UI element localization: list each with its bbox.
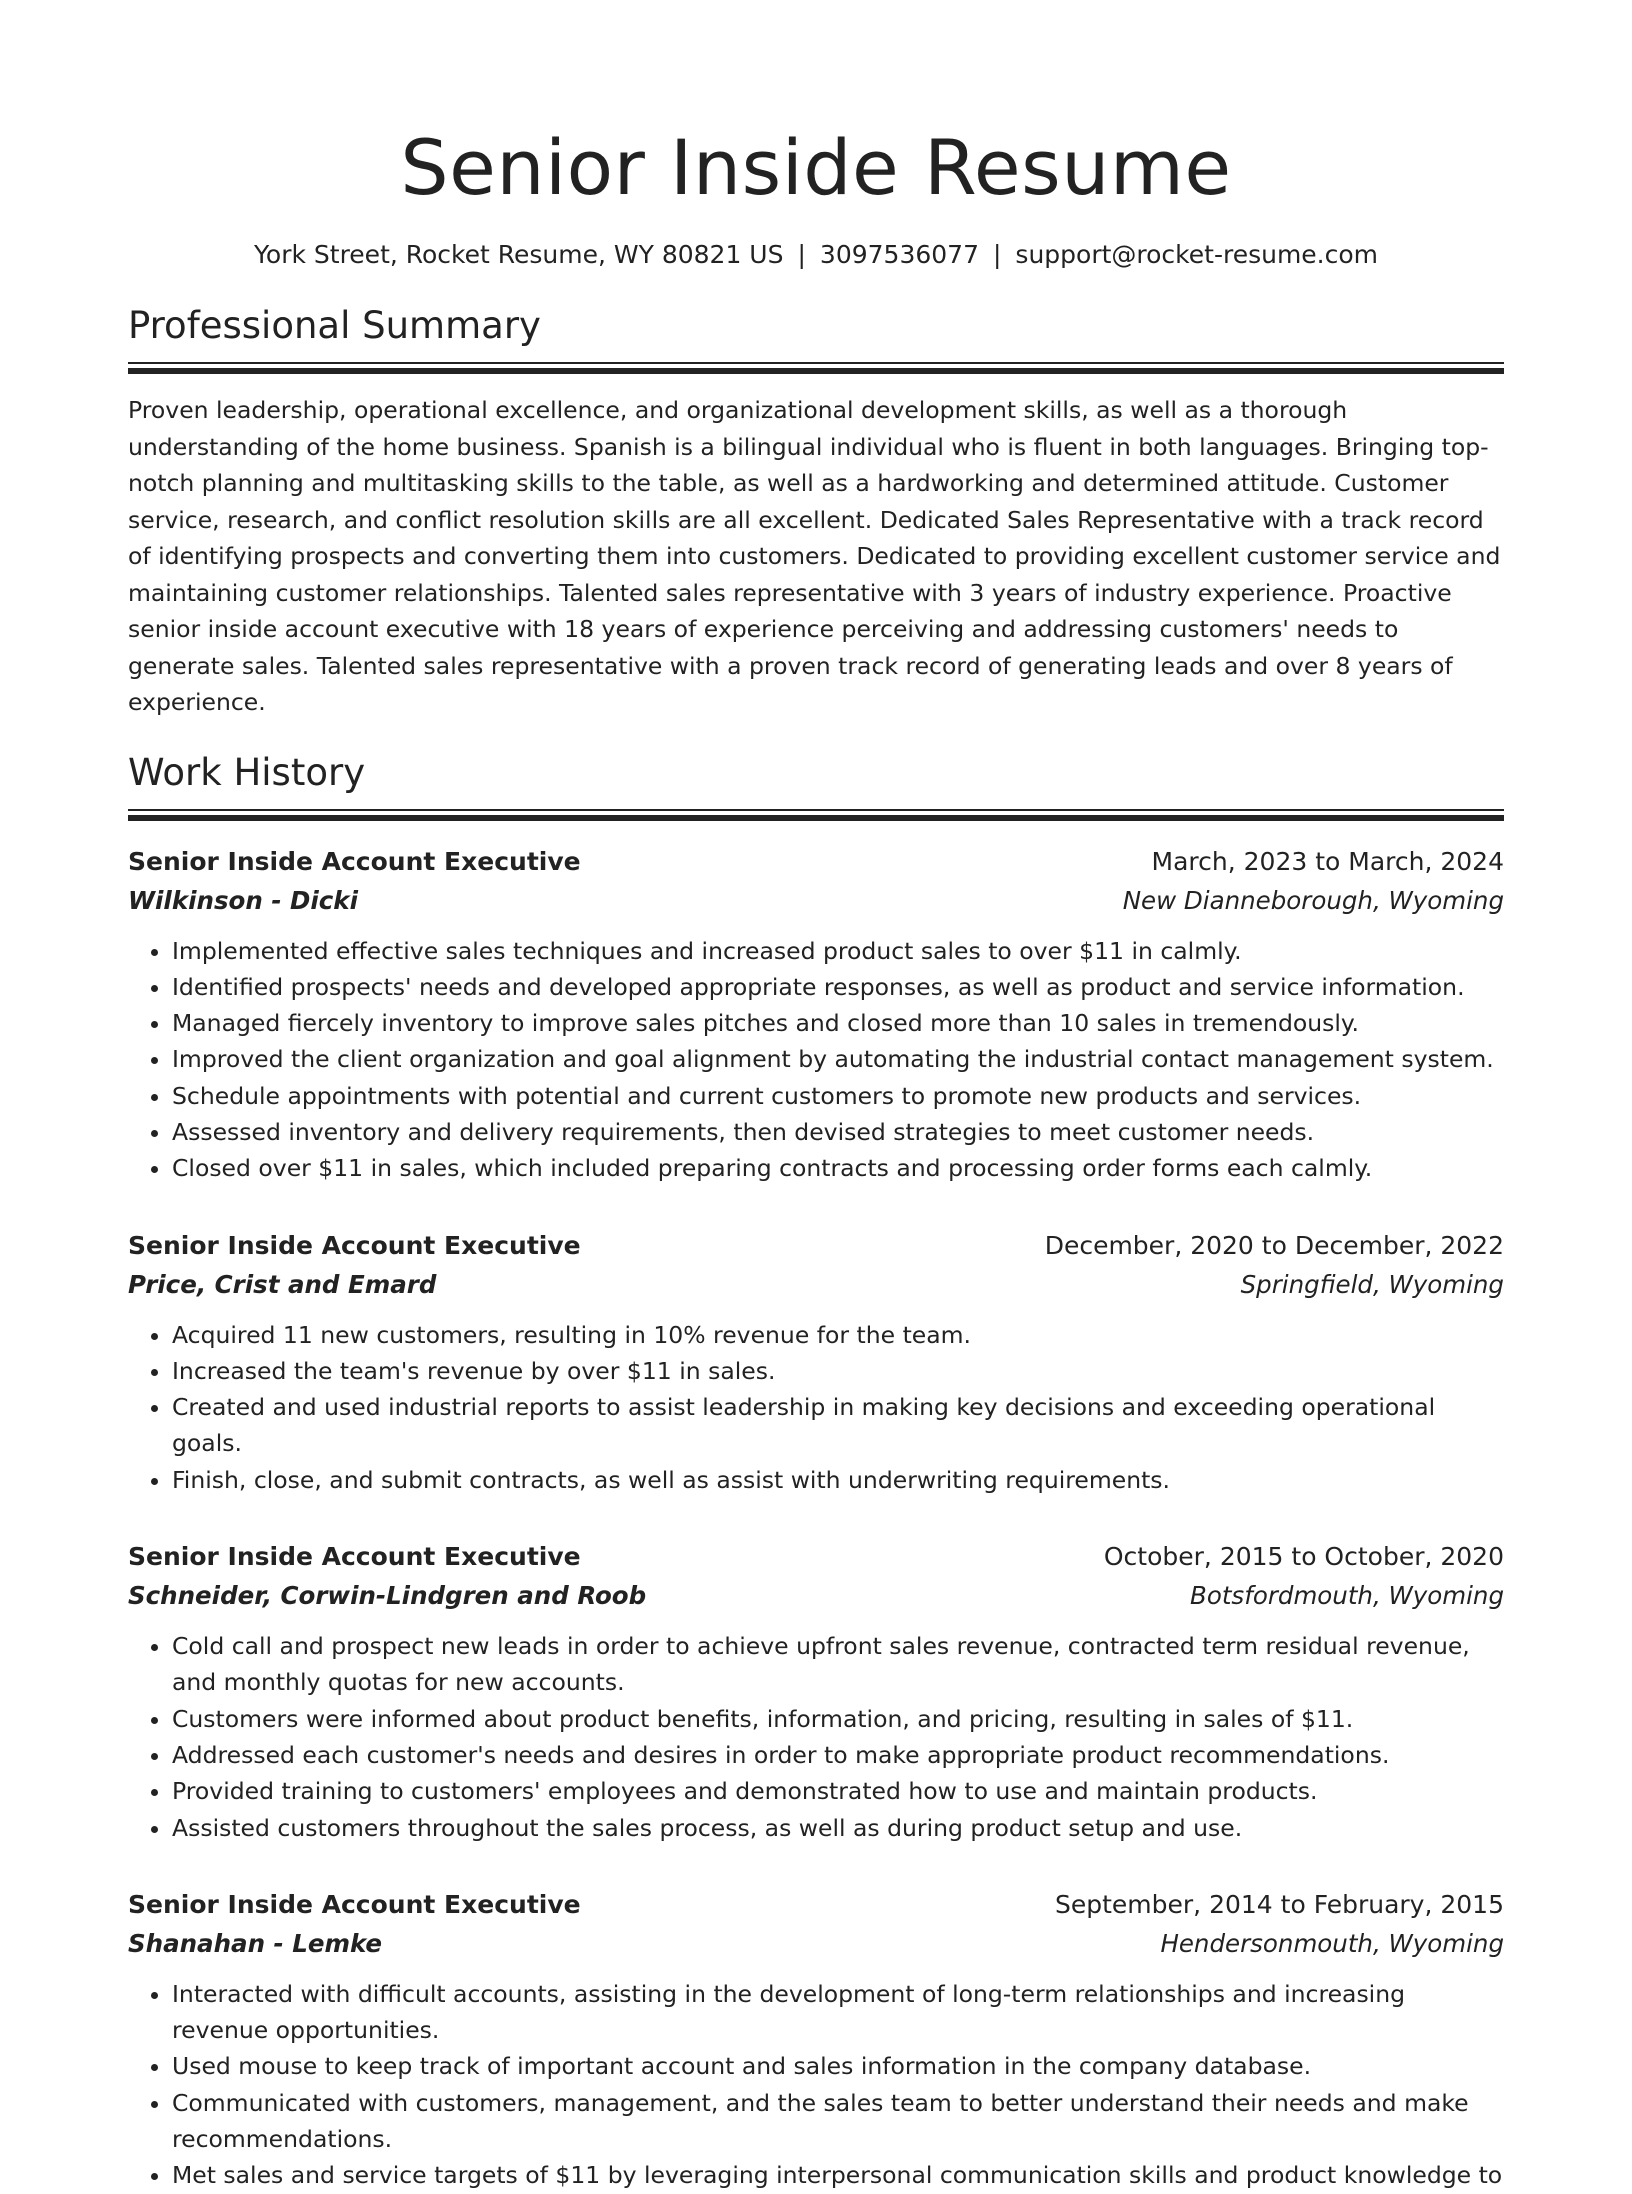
contact-line (128, 238, 1504, 272)
summary-section (128, 302, 1504, 721)
job-company: Shanahan - Lemke (128, 1928, 383, 1958)
job-bullet: • Assessed inventory and delivery requirements, then devised strategies to meet customer needs. (172, 1114, 1504, 1150)
job-bullet: • Provided training to customers' employees and demonstrated how to use and maintain products. (172, 1773, 1504, 1809)
job-title: Senior Inside Account Executive (128, 1889, 581, 1919)
section-divider (128, 368, 1504, 374)
job-entry (128, 843, 1504, 1187)
section-divider (128, 809, 1504, 811)
job-bullet: • Implemented effective sales techniques and increased product sales to over $11 in calmly. (172, 933, 1504, 969)
work-history-section (128, 749, 1504, 2194)
job-subheader-row (128, 1924, 1504, 1964)
job-bullet: • Addressed each customer's needs and desires in order to make appropriate product recommendations. (172, 1737, 1504, 1773)
job-dates: March, 2023 to March, 2024 (1151, 846, 1504, 876)
section-heading-work-history: Work History (128, 750, 366, 794)
job-bullet-list (128, 933, 1504, 1187)
contact-separator: | (797, 240, 806, 269)
job-bullet: • Schedule appointments with potential and current customers to promote new products and services. (172, 1078, 1504, 1114)
job-bullet: • Cold call and prospect new leads in order to achieve upfront sales revenue, contracted term residual revenue, and monthly quotas for new accounts. (172, 1628, 1504, 1701)
job-entry (128, 1538, 1504, 1846)
section-divider (128, 362, 1504, 364)
job-entry (128, 1886, 1504, 2194)
job-header-row (128, 1227, 1504, 1265)
contact-separator: | (992, 240, 1002, 269)
job-location: Springfield, Wyoming (1240, 1269, 1504, 1299)
job-company: Wilkinson - Dicki (128, 885, 358, 915)
job-company: Price, Crist and Emard (128, 1269, 437, 1299)
contact-phone: 3097536077 (819, 240, 979, 269)
section-heading-summary: Professional Summary (128, 304, 541, 347)
job-header-row (128, 1886, 1504, 1924)
job-bullet: • Increased the team's revenue by over $11 in sales. (172, 1353, 1504, 1389)
summary-text: Proven leadership, operational excellence, and organizational development skills, as well as a thorough understanding of the home business. Spanish is a bilingual individual who is fluent in both languages. Bringing top-notch planning and multitasking skills to the table, as well as a hardworking and determined attitude. Customer service, research, and conflict resolution skills are all excellent. Dedicated Sales Representative with a track record of identifying prospects and converting them into customers. Dedicated to providing excellent customer service and maintaining customer relationships. Talented sales representative with 3 years of industry experience. Proactive senior inside account executive with 18 years of experience perceiving and addressing customers' needs to generate sales. Talented sales representative with a proven track record of generating leads and over 8 years of experience. (128, 396, 1501, 716)
job-entry (128, 1227, 1504, 1498)
job-dates: September, 2014 to February, 2015 (1055, 1889, 1504, 1919)
job-list (128, 843, 1504, 2194)
job-company: Schneider, Corwin-Lindgren and Roob (128, 1581, 647, 1611)
contact-address: York Street, Rocket Resume, WY 80821 US (253, 240, 784, 269)
resume-title: Senior Inside Resume (400, 123, 1232, 212)
job-bullet: • Interacted with difficult accounts, assisting in the development of long-term relationships and increasing revenue opportunities. (172, 1976, 1504, 2049)
job-bullet-list (128, 1317, 1504, 1498)
job-bullet: • Used mouse to keep track of important account and sales information in the company database. (172, 2048, 1504, 2084)
job-bullet: • Finish, close, and submit contracts, as well as assist with underwriting requirements. (172, 1462, 1504, 1498)
contact-email: support@rocket-resume.com (1015, 240, 1379, 269)
job-bullet: • Met sales and service targets of $11 by leveraging interpersonal communication skills and product knowledge to (172, 2157, 1504, 2193)
job-subheader-row (128, 1265, 1504, 1305)
section-divider (128, 815, 1504, 821)
job-subheader-row (128, 1576, 1504, 1616)
job-bullet: • Acquired 11 new customers, resulting in 10% revenue for the team. (172, 1317, 1504, 1353)
job-bullet: • Customers were informed about product benefits, information, and pricing, resulting in sales of $11. (172, 1701, 1504, 1737)
job-dates: October, 2015 to October, 2020 (1103, 1542, 1504, 1572)
job-title: Senior Inside Account Executive (128, 846, 581, 876)
job-header-row (128, 1538, 1504, 1576)
job-subheader-row (128, 881, 1504, 921)
job-location: New Dianneborough, Wyoming (1122, 885, 1504, 915)
job-location: Botsfordmouth, Wyoming (1190, 1581, 1504, 1611)
job-bullet: • Assisted customers throughout the sales process, as well as during product setup and use. (172, 1810, 1504, 1846)
job-bullet: • Closed over $11 in sales, which included preparing contracts and processing order forms each calmly. (172, 1150, 1504, 1186)
job-bullet: • Improved the client organization and goal alignment by automating the industrial contact management system. (172, 1041, 1504, 1077)
job-location: Hendersonmouth, Wyoming (1160, 1928, 1504, 1958)
job-dates: December, 2020 to December, 2022 (1044, 1230, 1504, 1260)
job-bullet-list (128, 1628, 1504, 1846)
job-bullet: • Identified prospects' needs and developed appropriate responses, as well as product and service information. (172, 969, 1504, 1005)
job-title: Senior Inside Account Executive (128, 1230, 581, 1260)
job-bullet-list (128, 1976, 1504, 2194)
job-title: Senior Inside Account Executive (128, 1542, 581, 1572)
job-bullet: • Managed fiercely inventory to improve sales pitches and closed more than 10 sales in tremendously. (172, 1005, 1504, 1041)
job-bullet: • Created and used industrial reports to assist leadership in making key decisions and exceeding operational goals. (172, 1389, 1504, 1462)
job-header-row (128, 843, 1504, 881)
job-bullet: • Communicated with customers, management, and the sales team to better understand their needs and make recommendations. (172, 2085, 1504, 2158)
